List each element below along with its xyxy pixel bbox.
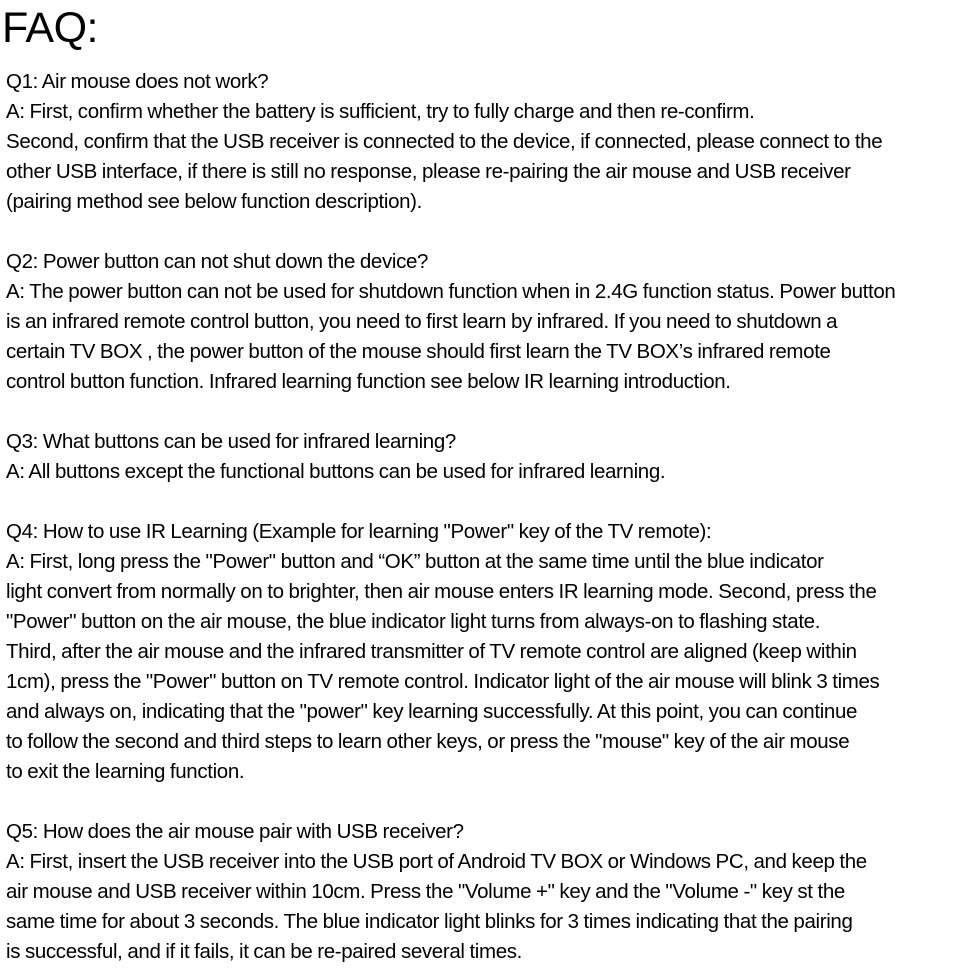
q2-answer-line: A: The power button can not be used for shutdown function when in 2.4G function status. Power button: [6, 280, 896, 303]
q4-answer-line: A: First, long press the "Power" button and “OK” button at the same time until the blue indicator: [6, 550, 824, 573]
q5-answer-line: A: First, insert the USB receiver into the USB port of Android TV BOX or Windows PC, and keep the: [6, 850, 867, 873]
q4-answer-line: 1cm), press the "Power" button on TV remote control. Indicator light of the air mouse will blink 3 times: [6, 670, 880, 693]
page-title: FAQ:: [2, 4, 98, 52]
q2-question: Q2: Power button can not shut down the device?: [6, 250, 429, 273]
q4-answer-line: Third, after the air mouse and the infrared transmitter of TV remote control are aligned (keep within: [6, 640, 857, 663]
q5-answer-line: same time for about 3 seconds. The blue indicator light blinks for 3 times indicating that the pairing: [6, 910, 853, 933]
q1-answer-line: other USB interface, if there is still no response, please re-pairing the air mouse and USB receiver: [6, 160, 851, 183]
q4-question: Q4: How to use IR Learning (Example for learning "Power" key of the TV remote):: [6, 520, 712, 543]
q2-answer-line: control button function. Infrared learning function see below IR learning introduction.: [6, 370, 731, 393]
q1-answer-line: (pairing method see below function description).: [6, 190, 422, 213]
q3-answer-line: A: All buttons except the functional buttons can be used for infrared learning.: [6, 460, 666, 483]
q4-answer-line: to follow the second and third steps to learn other keys, or press the "mouse" key of the air mouse: [6, 730, 850, 753]
q5-question: Q5: How does the air mouse pair with USB receiver?: [6, 820, 464, 843]
q2-answer-line: is an infrared remote control button, you need to first learn by infrared. If you need to shutdown a: [6, 310, 838, 333]
q4-answer-line: "Power" button on the air mouse, the blue indicator light turns from always-on to flashing state.: [6, 610, 821, 633]
q4-answer-line: to exit the learning function.: [6, 760, 245, 783]
q4-answer-line: and always on, indicating that the "power" key learning successfully. At this point, you can continue: [6, 700, 858, 723]
q2-answer-line: certain TV BOX , the power button of the mouse should first learn the TV BOX’s infrared remote: [6, 340, 831, 363]
q1-question: Q1: Air mouse does not work?: [6, 70, 269, 93]
q3-question: Q3: What buttons can be used for infrared learning?: [6, 430, 456, 453]
q5-answer-line: is successful, and if it fails, it can be re-paired several times.: [6, 940, 523, 963]
q1-answer-line: Second, confirm that the USB receiver is connected to the device, if connected, please connect to the: [6, 130, 883, 153]
q5-answer-line: air mouse and USB receiver within 10cm. Press the "Volume +" key and the "Volume -" key st the: [6, 880, 845, 903]
q4-answer-line: light convert from normally on to brighter, then air mouse enters IR learning mode. Second, press the: [6, 580, 877, 603]
q1-answer-line: A: First, confirm whether the battery is sufficient, try to fully charge and then re-confirm.: [6, 100, 755, 123]
